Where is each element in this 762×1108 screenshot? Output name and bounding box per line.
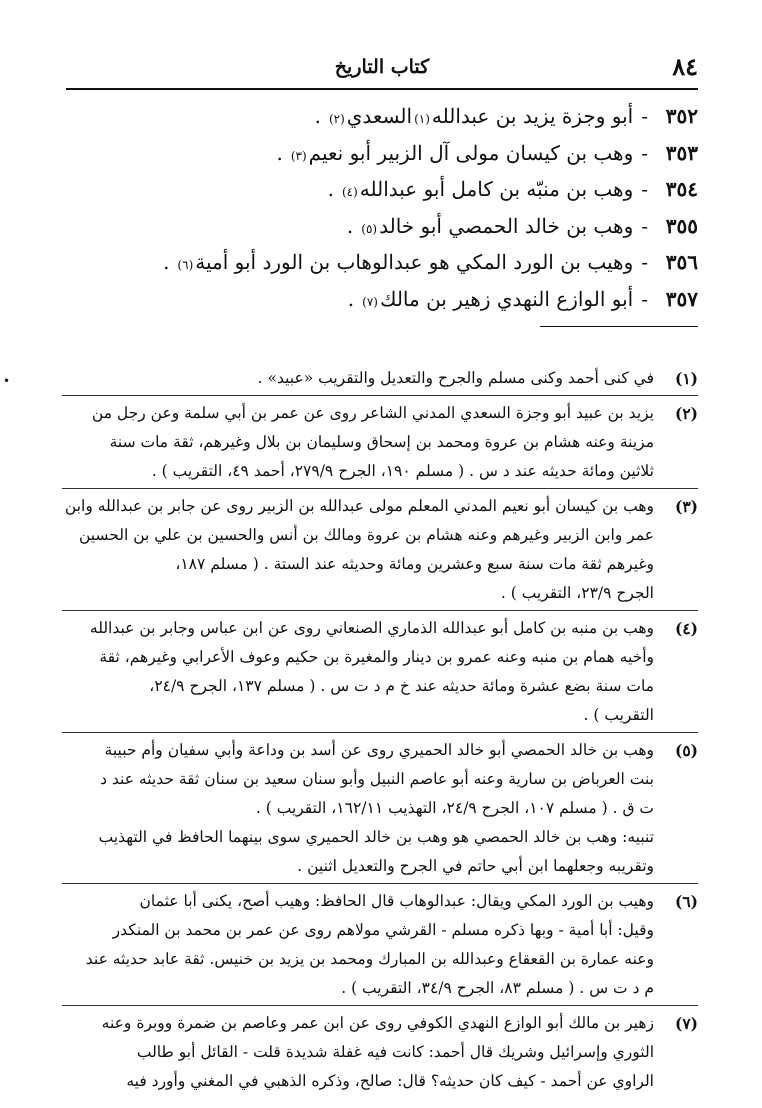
entry-352: [160, 104, 698, 141]
footnote-ref[interactable]: (٥): [361, 221, 378, 236]
footnote-line: وقيل: أبا أمية - وبها ذكره مسلم - القرشي مولاهم روى عن عمر بن محمد بن المنكدر: [112, 921, 654, 939]
footnote-divider: [62, 610, 698, 611]
footnote-line: الراوي عن أحمد - كيف كان حديثه؟ قال: صالح، وذكره الذهبي في المغني وأورد فيه: [126, 1072, 654, 1090]
footnote-number: (٣): [674, 497, 698, 516]
footnote-5: [62, 736, 698, 881]
footnote-line: وأخيه همام بن منبه وعنه عمرو بن دينار والمغيرة بن حكيم وعوف الأعرابي وغيرهم، ثقة: [99, 648, 654, 666]
footnote-line: وهب بن خالد الحمصي أبو خالد الحميري روى عن أسد بن وداعة وأبي سفيان وأم حبيبة: [104, 741, 654, 759]
footnote-ref[interactable]: (١): [414, 112, 430, 126]
footnote-1: [62, 364, 698, 393]
book-title: كتاب التاريخ: [334, 56, 430, 78]
footnote-line: ت ق . ( مسلم ١٠٧، الجرح ٢٤/٩، التهذيب ١٦٢/١١، التقريب ) .: [255, 799, 654, 817]
entry-355: [160, 214, 698, 251]
footnote-line: زهير بن مالك أبو الوازع النهدي الكوفي روى عن ابن عمر وعاصم بن ضمرة ووبرة وعنه: [101, 1014, 654, 1032]
entry-number: ٣٥٤: [665, 177, 698, 201]
entry-text-continued: السعدي: [346, 104, 413, 128]
footnote-line: وهب بن منبه بن كامل أبو عبدالله الذماري الصنعاني روى عن ابن عباس وجابر بن عبدالله: [89, 619, 654, 637]
entry-text: وهيب بن الورد المكي هو عبدالوهاب بن الورد أبو أمية: [195, 250, 634, 274]
footnote-line: التقريب ) .: [583, 706, 654, 724]
entry-dash: -: [641, 250, 648, 274]
footnote-separator: [540, 326, 698, 327]
footnote-line: مزينة وعنه هشام بن عروة ومحمد بن إسحاق وسليمان بن بلال وغيرهم، ثقة مات سنة: [109, 433, 654, 451]
page-header: [66, 52, 698, 82]
footnote-ref[interactable]: (٤): [341, 185, 358, 199]
footnote-ref[interactable]: (٧): [362, 294, 378, 309]
footnote-line: ثلاثين ومائة حديثه عند د س . ( مسلم ١٩٠، الجرح ٢٧٩/٩، أحمد ٤٩، التقريب ) .: [151, 462, 654, 480]
footnote-4: [62, 614, 698, 730]
entry-end: .: [314, 104, 321, 128]
footnote-line: وغيرهم ثقة مات سنة سبع وعشرين ومائة وحديثه عند الستة . ( مسلم ١٨٧،: [175, 555, 654, 573]
footnote-ref[interactable]: (٣): [290, 148, 307, 163]
footnote-line: وهب بن كيسان أبو نعيم المدني المعلم مولى عبدالله بن الزبير روى عن جابر بن عبدالله وابن: [64, 497, 654, 515]
footnote-6: [62, 887, 698, 1003]
entry-354: [160, 177, 698, 214]
footnote-number: (٤): [674, 619, 698, 638]
entry-number: ٣٥٧: [665, 286, 698, 311]
margin-mark: •: [3, 374, 11, 388]
footnote-divider: [62, 1005, 698, 1006]
entry-text: أبو الوازع النهدي زهير بن مالك: [379, 286, 634, 311]
footnote-divider: [62, 488, 698, 489]
footnote-line: وهيب بن الورد المكي ويقال: عبدالوهاب قال الحافظ: وهيب أصح، يكنى أبا عثمان: [139, 892, 654, 910]
entry-dash: -: [641, 286, 648, 311]
entry-dash: -: [641, 177, 648, 201]
header-rule: [66, 88, 698, 90]
footnote-line: في كنى أحمد وكنى مسلم والجرح والتعديل والتقريب «عبيد» .: [257, 369, 654, 387]
entry-text: أبو وجزة يزيد بن عبدالله: [431, 104, 634, 128]
entry-text: وهب بن منبّه بن كامل أبو عبدالله: [359, 177, 634, 201]
footnote-7: [62, 1009, 698, 1096]
footnote-divider: [62, 395, 698, 396]
footnote-line: يزيد بن عبيد أبو وجزة السعدي المدني الشاعر روى عن عمر بن أبي سلمة وعن رجل من: [91, 404, 654, 422]
entry-list: [160, 104, 698, 323]
footnote-note-line: وتقريبه وجعلهما ابن أبي حاتم في الجرح والتعديل اثنين .: [297, 857, 654, 875]
footnote-number: (٢): [674, 404, 698, 423]
footnote-note-line: تنبيه: وهب بن خالد الحمصي هو وهب بن خالد الحميري سوى بينهما الحافظ في التهذيب: [98, 828, 654, 846]
footnote-line: م د ت س . ( مسلم ٨٣، الجرح ٣٤/٩، التقريب ) .: [341, 979, 654, 997]
footnote-number: (٧): [674, 1014, 698, 1033]
entry-357: [160, 287, 698, 324]
footnote-number: (١): [674, 369, 698, 388]
entry-end: .: [346, 213, 354, 238]
footnote-line: الجرح ٢٣/٩، التقريب ) .: [500, 584, 654, 602]
page-number: ٨٤: [672, 52, 698, 81]
footnote-line: بنت العرباض بن سارية وعنه أبو عاصم النبيل وأبو سنان سعيد بن سنان ثقة حديثه عند د: [100, 770, 654, 788]
entry-text: وهب بن كيسان مولى آل الزبير أبو نعيم: [308, 140, 634, 165]
footnote-line: مات سنة بضع عشرة ومائة حديثه عند خ م د ت س . ( مسلم ١٣٧، الجرح ٢٤/٩،: [149, 677, 654, 695]
entry-number: ٣٥٦: [665, 250, 698, 274]
footnote-number: (٦): [674, 892, 698, 911]
footnotes-section: [62, 364, 698, 1096]
footnote-line: وعنه عمارة بن القعقاع وعبدالله بن المبارك ومحمد بن يزيد بن خنيس. ثقة عابد حديثه عند: [85, 950, 654, 968]
entry-end: .: [163, 250, 170, 274]
footnote-number: (٥): [674, 741, 698, 760]
footnote-ref[interactable]: (٢): [328, 112, 345, 126]
entry-dash: -: [641, 104, 648, 128]
footnote-divider: [62, 883, 698, 884]
entry-text: وهب بن خالد الحمصي أبو خالد: [379, 213, 634, 238]
footnote-ref[interactable]: (٦): [177, 258, 194, 272]
entry-end: .: [276, 140, 283, 165]
entry-number: ٣٥٣: [665, 140, 698, 165]
entry-end: .: [347, 286, 355, 311]
footnote-line: الثوري وإسرائيل وشريك قال أحمد: كانت فيه غفلة شديدة قلت - القائل أبو طالب: [136, 1043, 654, 1061]
entry-number: ٣٥٢: [665, 104, 698, 128]
footnote-divider: [62, 732, 698, 733]
entry-number: ٣٥٥: [665, 213, 698, 238]
footnote-2: [62, 399, 698, 486]
entry-dash: -: [641, 140, 648, 165]
entry-353: [160, 141, 698, 178]
entry-dash: -: [641, 213, 648, 238]
footnote-line: عمر وابن الزبير وغيرهم وعنه هشام بن عروة ومالك بن أنس والحسين بن علي بن الحسين: [78, 526, 654, 544]
footnote-3: [62, 492, 698, 608]
entry-356: [160, 250, 698, 287]
entry-end: .: [327, 177, 334, 201]
